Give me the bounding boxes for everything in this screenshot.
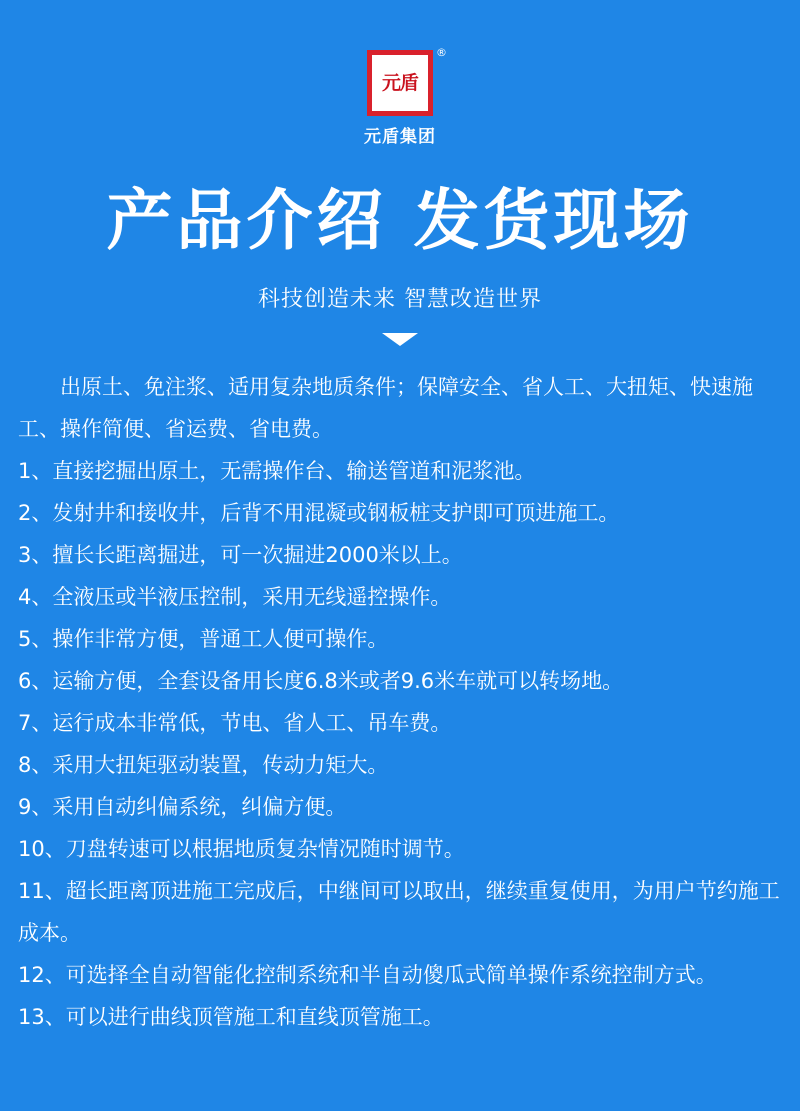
intro-paragraph: 出原土、免注浆、适用复杂地质条件；保障安全、省人工、大扭矩、快速施工、操作简便、省运费、省电费。 xyxy=(18,375,753,441)
list-item: 13、可以进行曲线顶管施工和直线顶管施工。 xyxy=(18,1005,444,1029)
page-subtitle: 科技创造未来 智慧改造世界 xyxy=(258,287,542,312)
logo-text: 元盾 xyxy=(372,55,428,111)
list-item: 9、采用自动纠偏系统，纠偏方便。 xyxy=(18,795,347,819)
logo-badge xyxy=(367,46,447,116)
brand-logo xyxy=(0,46,800,147)
list-item: 5、操作非常方便，普通工人便可操作。 xyxy=(18,627,389,651)
list-item: 6、运输方便，全套设备用长度6.8米或者9.6米车就可以转场地。 xyxy=(18,669,624,693)
list-item: 10、刀盘转速可以根据地质复杂情况随时调节。 xyxy=(18,837,465,861)
list-item: 12、可选择全自动智能化控制系统和半自动傻瓜式简单操作系统控制方式。 xyxy=(18,963,717,987)
registered-mark: ® xyxy=(436,46,447,59)
list-item: 8、采用大扭矩驱动装置，传动力矩大。 xyxy=(18,753,389,777)
chevron-down-icon xyxy=(382,333,418,347)
page-title: 产品介绍 发货现场 xyxy=(106,182,694,259)
list-item: 7、运行成本非常低，节电、省人工、吊车费。 xyxy=(18,711,452,735)
feature-list xyxy=(18,366,788,1038)
list-item: 4、全液压或半液压控制，采用无线遥控操作。 xyxy=(18,585,452,609)
list-item: 2、发射井和接收井，后背不用混凝或钢板桩支护即可顶进施工。 xyxy=(18,501,620,525)
brand-name: 元盾集团 xyxy=(364,127,436,147)
list-item: 11、超长距离顶进施工完成后，中继间可以取出，继续重复使用，为用户节约施工成本。 xyxy=(18,879,780,945)
list-item: 3、擅长长距离掘进，可一次掘进2000米以上。 xyxy=(18,543,463,567)
list-item: 1、直接挖掘出原土，无需操作台、输送管道和泥浆池。 xyxy=(18,459,536,483)
